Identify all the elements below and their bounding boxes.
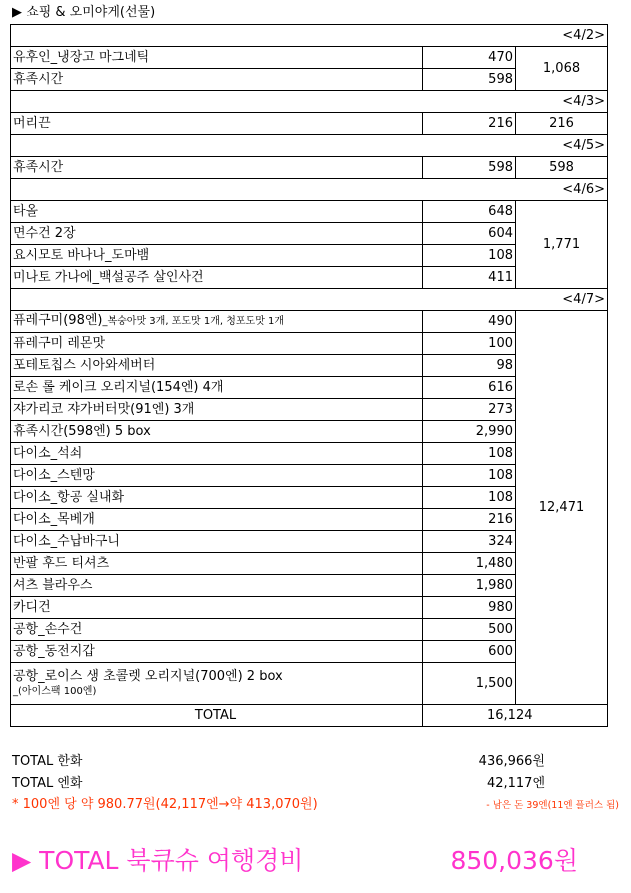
- item-amount: 1,480: [423, 553, 516, 575]
- item-name: [11, 333, 423, 355]
- item-name-text: 퓨레구미 레몬맛: [13, 335, 106, 351]
- item-name: [11, 553, 423, 575]
- item-row: [11, 47, 608, 69]
- item-name: [11, 113, 423, 135]
- item-name-text: 다이소_석쇠: [13, 445, 83, 461]
- item-amount: 108: [423, 487, 516, 509]
- item-name: [11, 47, 423, 69]
- item-amount: 108: [423, 245, 516, 267]
- item-name: [11, 509, 423, 531]
- total-row: [11, 705, 608, 727]
- item-name-text: 공항_동전지갑: [13, 643, 95, 659]
- day-subtotal: 12,471: [516, 311, 608, 705]
- item-name-text: 휴족시간: [13, 71, 64, 87]
- date-header: <4/7>: [11, 289, 608, 311]
- item-row: [11, 157, 608, 179]
- item-name-text: 유후인_냉장고 마그네틱: [13, 49, 150, 65]
- item-name-text: 카디건: [13, 599, 51, 615]
- section-heading: ▶ 쇼핑 & 오미야게(선물): [12, 5, 156, 20]
- item-amount: 1,980: [423, 575, 516, 597]
- item-amount: 216: [423, 509, 516, 531]
- day-subtotal: 1,068: [516, 47, 608, 91]
- item-name-text: 다이소_수납바구니: [13, 533, 120, 549]
- item-name: [11, 487, 423, 509]
- item-amount: 598: [423, 157, 516, 179]
- date-header: <4/5>: [11, 135, 608, 157]
- item-amount: 324: [423, 531, 516, 553]
- item-name: [11, 421, 423, 443]
- item-amount: 100: [423, 333, 516, 355]
- item-name: [11, 223, 423, 245]
- day-subtotal: 216: [516, 113, 608, 135]
- shopping-ledger-table: [10, 24, 608, 727]
- item-amount: 411: [423, 267, 516, 289]
- item-name-text: 공항_손수건: [13, 621, 83, 637]
- item-name-text: 요시모토 바나나_도마뱀: [13, 247, 150, 263]
- total-krw-label: TOTAL 한화: [12, 754, 83, 769]
- item-name: [11, 531, 423, 553]
- total-label: TOTAL: [11, 705, 423, 727]
- item-row: [11, 113, 608, 135]
- item-name-text: 퓨레구미(98엔): [13, 313, 103, 328]
- item-amount: 108: [423, 443, 516, 465]
- item-name-text: 로손 롤 케이크 오리지널(154엔) 4개: [13, 379, 224, 395]
- item-name: [11, 663, 423, 705]
- item-name-text: 휴족시간(598엔) 5 box: [13, 423, 151, 439]
- item-name: [11, 377, 423, 399]
- item-name-text: 반팔 후드 티셔츠: [13, 555, 110, 571]
- item-name-text: 공항_로이스 생 초콜렛 오리지널(700엔) 2 box: [13, 668, 283, 684]
- item-sub-note: _(아이스팩 100엔): [13, 685, 97, 697]
- item-amount: 273: [423, 399, 516, 421]
- day-subtotal: 598: [516, 157, 608, 179]
- item-name: [11, 69, 423, 91]
- item-name-text: 다이소_항공 실내화: [13, 489, 125, 505]
- total-jpy-value: 42,117엔: [486, 776, 545, 791]
- item-name-text: 다이소_목베개: [13, 511, 95, 527]
- item-amount: 598: [423, 69, 516, 91]
- date-row: [11, 25, 608, 47]
- grand-total: [12, 841, 622, 881]
- item-name: [11, 443, 423, 465]
- item-amount: 500: [423, 619, 516, 641]
- item-name-text: 다이소_스텐망: [13, 467, 95, 483]
- total-krw-value: 436,966원: [478, 754, 545, 769]
- item-name-text: 포테토칩스 시아와세버터: [13, 357, 156, 373]
- item-amount: 108: [423, 465, 516, 487]
- date-header: <4/6>: [11, 179, 608, 201]
- item-name-text: 휴족시간: [13, 159, 64, 175]
- item-name: [11, 575, 423, 597]
- total-jpy-label: TOTAL 엔화: [12, 776, 83, 791]
- date-header: <4/2>: [11, 25, 608, 47]
- total-value: 16,124: [423, 705, 608, 727]
- date-row: [11, 289, 608, 311]
- item-name: [11, 465, 423, 487]
- item-name: [11, 619, 423, 641]
- item-amount: 600: [423, 641, 516, 663]
- item-name: [11, 267, 423, 289]
- item-amount: 980: [423, 597, 516, 619]
- item-amount: 1,500: [423, 663, 516, 705]
- grand-total-label: ▶ TOTAL 북큐슈 여행경비: [12, 846, 304, 875]
- item-name: [11, 399, 423, 421]
- item-name-text: 머리끈: [13, 115, 51, 131]
- date-row: [11, 91, 608, 113]
- item-name: [11, 245, 423, 267]
- item-name: [11, 201, 423, 223]
- item-row: [11, 311, 608, 333]
- item-name: [11, 597, 423, 619]
- item-amount: 648: [423, 201, 516, 223]
- item-amount: 216: [423, 113, 516, 135]
- item-amount: 98: [423, 355, 516, 377]
- item-name-text: 타올: [13, 203, 39, 219]
- item-amount: 604: [423, 223, 516, 245]
- item-amount: 470: [423, 47, 516, 69]
- item-amount: 616: [423, 377, 516, 399]
- date-row: [11, 135, 608, 157]
- grand-total-value: 850,036원: [450, 846, 578, 875]
- date-row: [11, 179, 608, 201]
- item-name: [11, 355, 423, 377]
- item-name: [11, 157, 423, 179]
- item-name-text: 미나토 가나에_백설공주 살인사건: [13, 269, 204, 285]
- item-amount: 490: [423, 311, 516, 333]
- item-row: [11, 201, 608, 223]
- exchange-rate-note: * 100엔 당 약 980.77원(42,117엔→약 413,070원): [12, 797, 318, 812]
- item-name-text: 면수건 2장: [13, 225, 76, 241]
- remaining-money-note: - 남은 돈 39엔(11엔 플러스 됨): [486, 800, 619, 811]
- item-note: _복숭아맛 3개, 포도맛 1개, 청포도맛 1개: [102, 316, 285, 327]
- item-name: [11, 641, 423, 663]
- item-name: [11, 311, 423, 333]
- item-amount: 2,990: [423, 421, 516, 443]
- item-name-text: 쟈가리코 쟈가버터맛(91엔) 3개: [13, 401, 195, 417]
- item-name-text: 셔츠 블라우스: [13, 577, 93, 593]
- day-subtotal: 1,771: [516, 201, 608, 289]
- date-header: <4/3>: [11, 91, 608, 113]
